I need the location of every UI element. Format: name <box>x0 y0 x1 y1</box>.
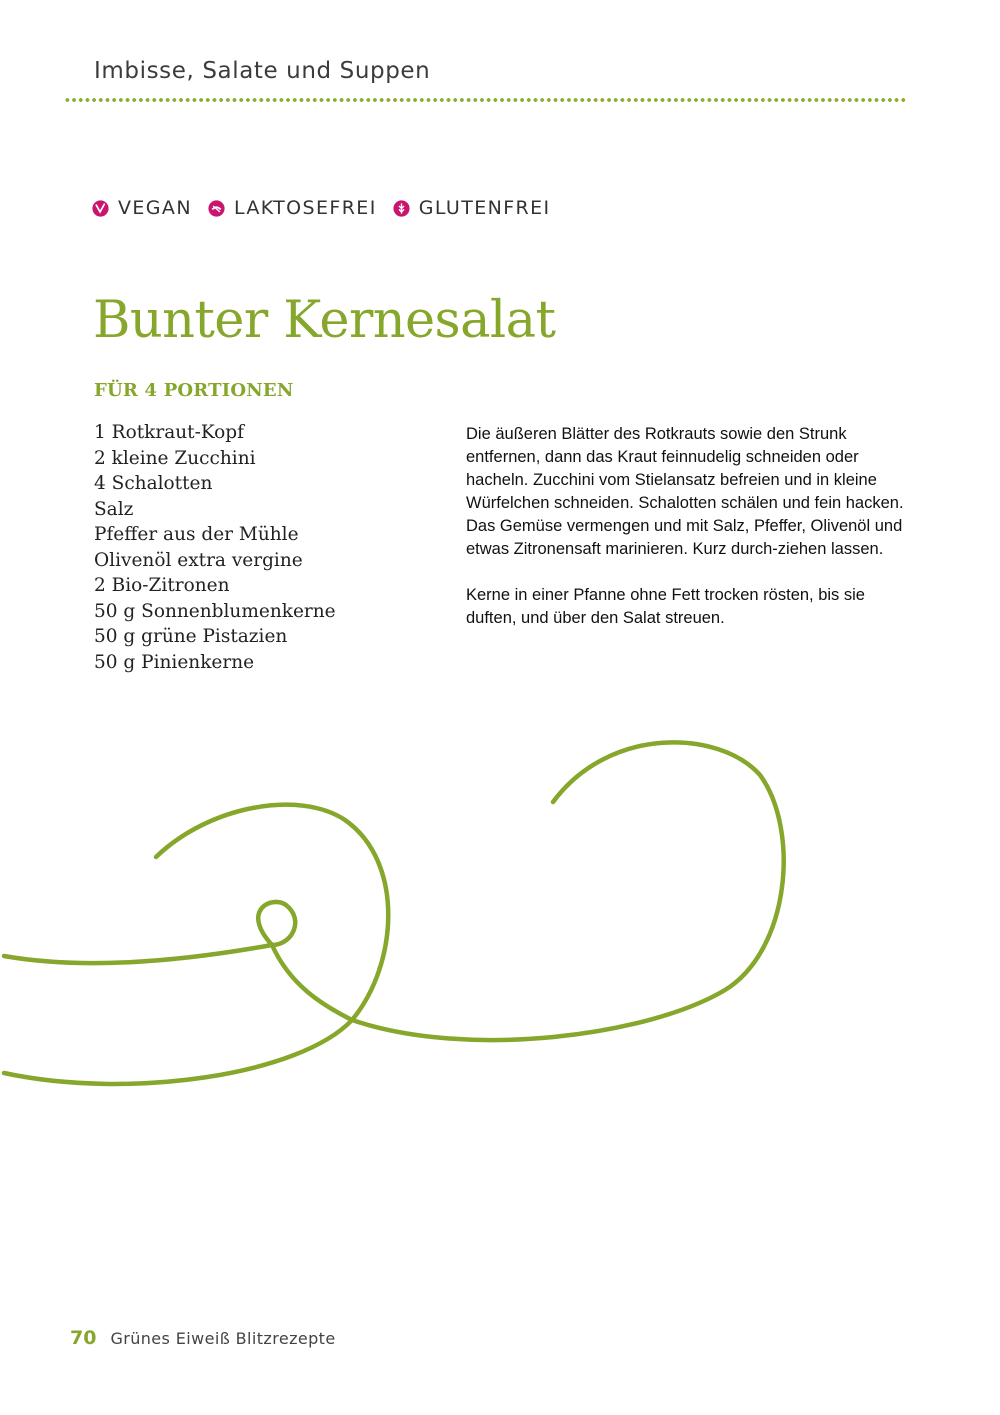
ingredient-item: 2 Bio-Zitronen <box>94 575 230 596</box>
ingredient-item: 50 g Sonnenblumenkerne <box>94 600 336 622</box>
ingredient-item: 2 kleine Zucchini <box>94 447 256 469</box>
tag-label: VEGAN <box>118 197 192 219</box>
book-title: Grünes Eiweiß Blitzrezepte <box>110 1329 336 1348</box>
page-footer <box>70 1327 336 1349</box>
portions-heading: FÜR 4 PORTIONEN <box>94 380 294 401</box>
recipe-title: Bunter Kernesalat <box>93 291 556 350</box>
ingredient-item: Pfeffer aus der Mühle <box>94 524 299 545</box>
tag-label: LAKTOSEFREI <box>233 197 377 219</box>
ingredient-item: Olivenöl extra vergine <box>94 549 303 571</box>
ingredient-item: Salz <box>94 498 134 520</box>
section-title: Imbisse, Salate und Suppen <box>94 58 431 84</box>
ingredient-item: 4 Schalotten <box>94 473 213 494</box>
page-number: 70 <box>70 1327 97 1349</box>
ingredient-item: 50 g Pinienkerne <box>94 651 255 673</box>
ingredient-item: 1 Rotkraut-Kopf <box>94 422 244 443</box>
tag-label: GLUTENFREI <box>418 197 551 219</box>
instruction-paragraph: Die äußeren Blätter des Rotkrauts sowie den Strunk entfernen, dann das Kraut feinnudelig schneiden oder hacheln. Zucchini vom Stielansatz befreien und in kleine Würfelchen schneiden. Schalotten schälen und fein hacken. Das Gemüse vermengen und mit Salz, Pfeffer, Olivenöl und etwas Zitronensaft marinieren. Kurz durch-ziehen lassen. <box>466 425 904 558</box>
ingredient-item: 50 g grüne Pistazien <box>94 626 288 647</box>
instruction-paragraph: Kerne in einer Pfanne ohne Fett trocken rösten, bis sie duften, und über den Salat streuen. <box>466 586 865 627</box>
